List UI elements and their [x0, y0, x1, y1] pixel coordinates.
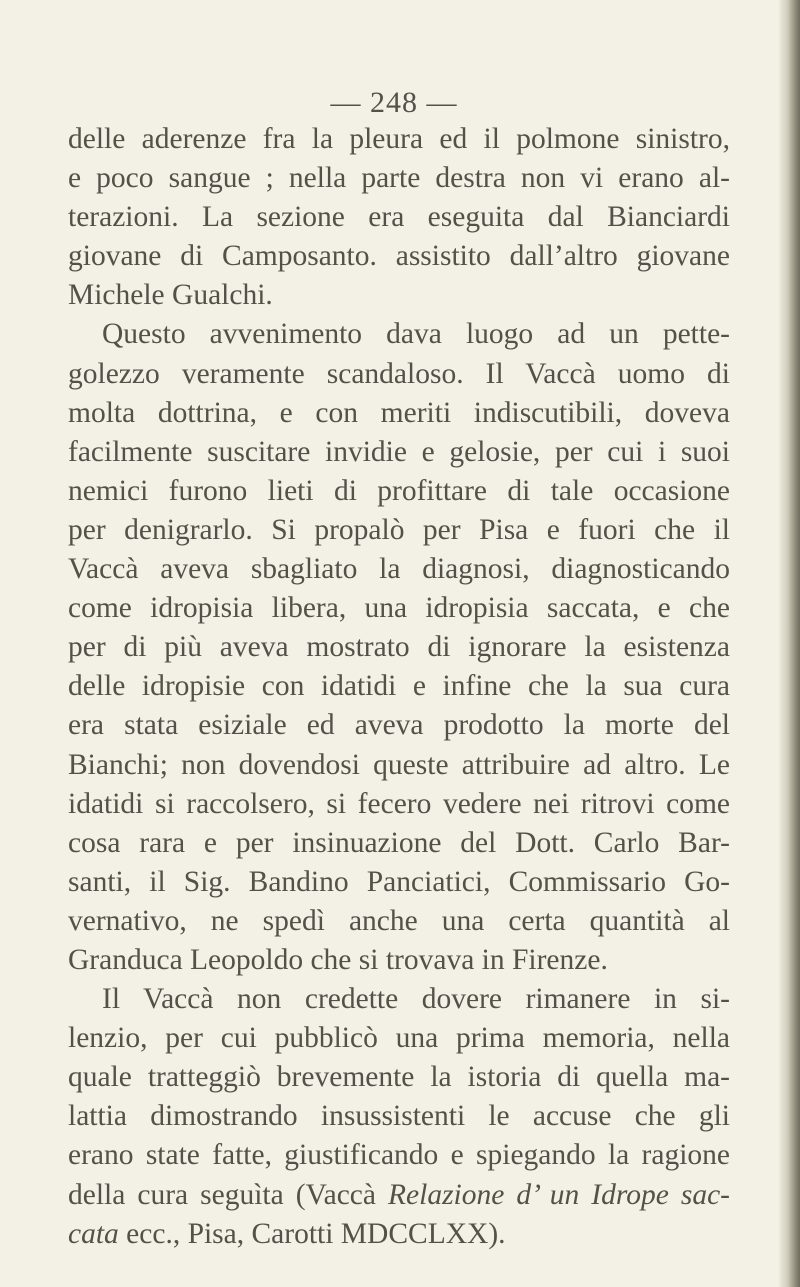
- text-line: cosa rara e per insinuazione del Dott. Carlo Bar-: [68, 826, 730, 859]
- text-line: [68, 1215, 730, 1254]
- text-line: vernativo, ne spedì anche una certa quantità al: [68, 904, 730, 937]
- text-line: santi, il Sig. Bandino Panciatici, Commissario Go-: [68, 865, 730, 898]
- text-line: giovane di Camposanto. assistito dall’altro giovane: [68, 240, 730, 273]
- page-edge-shadow: [778, 0, 800, 1287]
- text-line: Questo avvenimento dava luogo ad un pette-: [102, 318, 730, 351]
- text-line: Granduca Leopoldo che si trovava in Firenze.: [68, 943, 608, 976]
- italic-title: Relazione d’ un Idrope sac-: [388, 1178, 730, 1211]
- text-line: delle idropisie con idatidi e infine che la sua cura: [68, 670, 730, 703]
- text-line: facilmente suscitare invidie e gelosie, per cui i suoi: [68, 435, 730, 468]
- text-line: nemici furono lieti di profittare di tale occasione: [68, 474, 730, 507]
- text-line: [68, 1176, 730, 1215]
- text-line: Il Vaccà non credette dovere rimanere in si-: [102, 983, 730, 1016]
- text-line: golezzo veramente scandaloso. Il Vaccà uomo di: [68, 357, 730, 390]
- text-line: lattia dimostrando insussistenti le accuse che gli: [68, 1100, 730, 1133]
- text-line: delle aderenze fra la pleura ed il polmone sinistro,: [68, 123, 730, 155]
- text-line: per di più aveva mostrato di ignorare la esistenza: [68, 631, 730, 664]
- text-line: per denigrarlo. Si propalò per Pisa e fuori che il: [68, 513, 730, 546]
- text-line: e poco sangue ; nella parte destra non vi erano al-: [68, 162, 730, 195]
- body-text: [68, 120, 730, 1254]
- text-line: quale tratteggiò brevemente la istoria di quella ma-: [68, 1061, 730, 1094]
- text-line: Vaccà aveva sbagliato la diagnosi, diagnosticando: [68, 553, 730, 586]
- text-line: terazioni. La sezione era eseguita dal Bianciardi: [68, 201, 730, 234]
- text-line: erano state fatte, giustificando e spiegando la ragione: [68, 1139, 730, 1172]
- text-line: era stata esiziale ed aveva prodotto la morte del: [68, 709, 730, 742]
- text-line: Michele Gualchi.: [68, 279, 273, 312]
- text-line: idatidi si raccolsero, si fecero vedere nei ritrovi come: [68, 787, 730, 820]
- text-line: molta dottrina, e con meriti indiscutibili, doveva: [68, 396, 730, 429]
- text-segment: della cura seguìta (Vaccà: [68, 1178, 389, 1211]
- page-number: — 248 —: [330, 86, 458, 119]
- italic-title: cata: [68, 1217, 119, 1250]
- text-line: Bianchi; non dovendosi queste attribuire ad altro. Le: [68, 748, 730, 781]
- text-line: lenzio, per cui pubblicò una prima memoria, nella: [68, 1022, 730, 1055]
- text-line: come idropisia libera, una idropisia saccata, e che: [68, 592, 730, 625]
- text-segment: ecc., Pisa, Carotti MDCCLXX).: [118, 1217, 506, 1250]
